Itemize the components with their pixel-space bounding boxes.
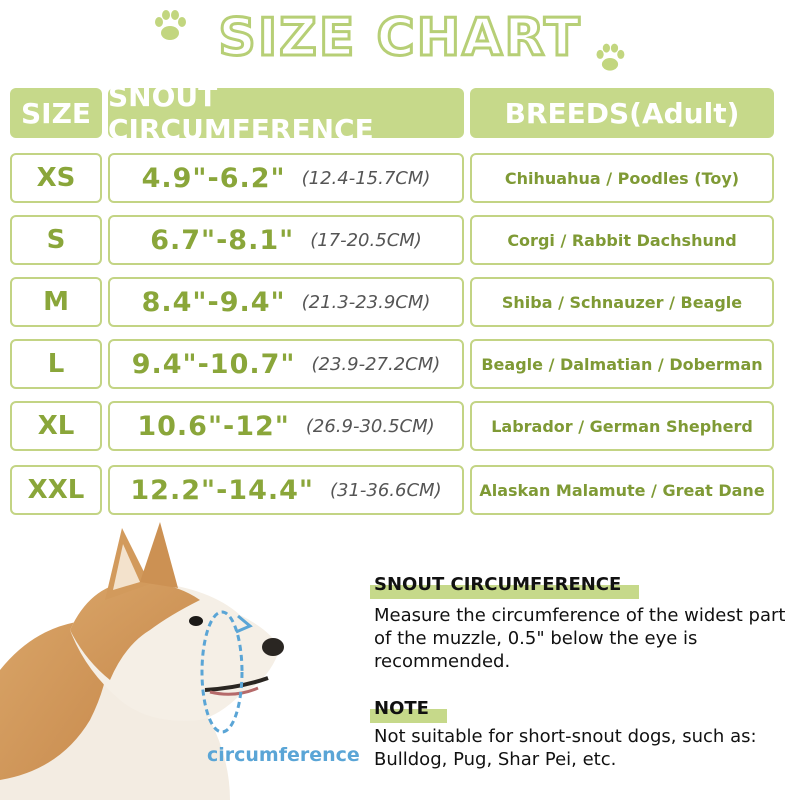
size-cell	[10, 277, 102, 327]
snout-cell	[108, 465, 464, 515]
cm-value: (23.9-27.2CM)	[311, 353, 441, 375]
size-cell	[10, 465, 102, 515]
snout-cell	[108, 401, 464, 451]
paw-icon	[592, 40, 628, 76]
note-heading-text: NOTE	[374, 698, 429, 719]
breeds-value: Beagle / Dalmatian / Doberman	[481, 354, 763, 374]
table-row	[10, 401, 774, 451]
snout-cell	[108, 215, 464, 265]
measure-heading	[370, 574, 625, 595]
size-value: XXL	[27, 475, 85, 505]
cm-value: (21.3-23.9CM)	[301, 291, 431, 313]
snout-cell	[108, 153, 464, 203]
note-text: Not suitable for short-snout dogs, such as: Bulldog, Pug, Shar Pei, etc.	[374, 726, 757, 770]
breeds-cell	[470, 339, 774, 389]
breeds-cell	[470, 401, 774, 451]
size-value: S	[46, 225, 66, 255]
inch-value: 10.6"-12"	[137, 410, 290, 442]
inch-value: 12.2"-14.4"	[130, 474, 314, 506]
paw-icon	[150, 6, 190, 46]
table-row	[10, 339, 774, 389]
size-cell	[10, 215, 102, 265]
table-row	[10, 465, 774, 515]
table-row	[10, 153, 774, 203]
size-cell	[10, 153, 102, 203]
size-value: M	[43, 287, 69, 317]
size-cell	[10, 401, 102, 451]
breeds-cell	[470, 153, 774, 203]
breeds-cell	[470, 277, 774, 327]
measure-text: Measure the circumference of the widest part of the muzzle, 0.5" below the eye is recommended.	[374, 605, 786, 672]
inch-value: 6.7"-8.1"	[150, 224, 295, 256]
page-title: SIZE CHART	[218, 8, 582, 68]
size-value: XS	[36, 163, 76, 193]
cm-value: (17-20.5CM)	[310, 229, 422, 251]
breeds-cell	[470, 215, 774, 265]
breeds-value: Chihuahua / Poodles (Toy)	[504, 168, 740, 188]
table-header	[10, 80, 774, 146]
breeds-cell	[470, 465, 774, 515]
snout-cell	[108, 339, 464, 389]
table-row	[10, 277, 774, 327]
inch-value: 4.9"-6.2"	[141, 162, 286, 194]
header-snout: SNOUT CIRCUMFERENCE	[108, 88, 464, 138]
table-row	[10, 215, 774, 265]
inch-value: 8.4"-9.4"	[141, 286, 286, 318]
breeds-value: Labrador / German Shepherd	[491, 416, 753, 436]
size-cell	[10, 339, 102, 389]
cm-value: (26.9-30.5CM)	[305, 415, 435, 437]
title-area	[0, 0, 800, 80]
circumference-label: circumference	[207, 744, 360, 766]
header-size: SIZE	[10, 88, 102, 138]
cm-value: (12.4-15.7CM)	[301, 167, 431, 189]
breeds-value: Shiba / Schnauzer / Beagle	[501, 292, 743, 312]
cm-value: (31-36.6CM)	[329, 479, 442, 501]
size-value: XL	[37, 411, 75, 441]
snout-cell	[108, 277, 464, 327]
breeds-value: Alaskan Malamute / Great Dane	[479, 480, 765, 500]
note-heading	[370, 698, 433, 719]
breeds-value: Corgi / Rabbit Dachshund	[507, 230, 737, 250]
inch-value: 9.4"-10.7"	[131, 348, 296, 380]
measure-heading-text: SNOUT CIRCUMFERENCE	[374, 574, 622, 595]
size-value: L	[47, 349, 65, 379]
header-breeds: BREEDS(Adult)	[470, 88, 774, 138]
